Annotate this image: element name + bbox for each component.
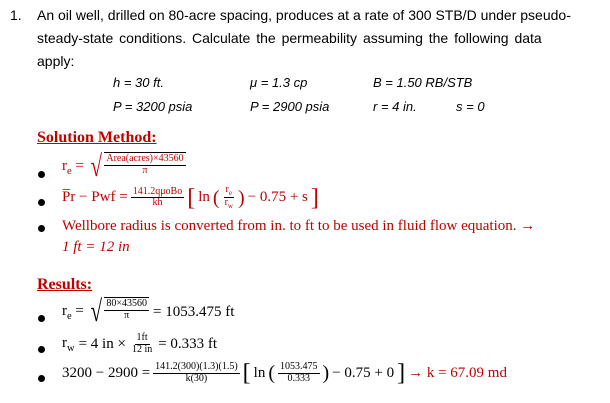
re-numerator: Area(acres)×43560 bbox=[106, 153, 184, 164]
data-s: s = 0 bbox=[456, 99, 485, 114]
bullet bbox=[38, 315, 45, 322]
result-k: 3200 − 2900 = $\frac{141.2(300)(1.3)(1.5)}{k(30)}$ [ ln ( $\frac{1053.475}{0.333}$ ) − 0.75 + 0 ] → k = 67.09 md bbox=[62, 360, 507, 386]
re-formula: $r_e$ = √ $\frac{\text{Area(acres)×43560}}{\pi}$ bbox=[62, 150, 184, 183]
re-denominator: π bbox=[142, 164, 148, 176]
data-h: h = 30 ft. bbox=[113, 75, 164, 90]
question-number: 1. bbox=[10, 7, 22, 23]
result-re-value: = 1053.475 ft bbox=[153, 303, 235, 320]
result-rw: $r_w$ = 4 in × $\frac{1ft}{12 in}$ = 0.333 ft bbox=[62, 332, 218, 355]
data-pr: P = 3200 psia bbox=[113, 99, 193, 114]
pressure-drop-formula: P̅r − Pwf = $\frac{\text{141.2qμoBo}}{kh}$ [ ln ( $\frac{r_e}{r_w}$ ) − 0.75 + s ] bbox=[62, 184, 319, 211]
bullet bbox=[38, 346, 45, 353]
question-line-3: apply: bbox=[37, 53, 75, 69]
data-rw: r = 4 in. bbox=[373, 99, 417, 114]
data-bo: B = 1.50 RB/STB bbox=[373, 75, 473, 90]
conversion-text: Wellbore radius is converted from in. to ft to be used in fluid flow equation. → bbox=[62, 218, 536, 234]
data-mu: μ = 1.3 cp bbox=[250, 75, 308, 90]
result-re: $r_e$ = √ $\frac{80\times 43560}{\pi}$ = 1053.475 ft bbox=[62, 295, 235, 328]
bullet bbox=[38, 225, 45, 232]
bullet bbox=[38, 375, 45, 382]
result-k-value: → k = 67.09 md bbox=[408, 364, 507, 381]
question-line-2: steady-state conditions. Calculate the permeability assuming the following data bbox=[37, 30, 542, 46]
results-heading: Results: bbox=[37, 276, 93, 293]
result-rw-value: = 0.333 ft bbox=[158, 335, 218, 352]
data-pwf: P = 2900 psia bbox=[250, 99, 330, 114]
question-line-1: An oil well, drilled on 80-acre spacing, produces at a rate of 300 STB/D under pseudo- bbox=[37, 7, 571, 23]
bullet bbox=[38, 171, 45, 178]
bullet bbox=[38, 199, 45, 206]
conversion-equation: 1 ft = 12 in bbox=[62, 239, 130, 255]
solution-heading: Solution Method: bbox=[37, 129, 157, 146]
